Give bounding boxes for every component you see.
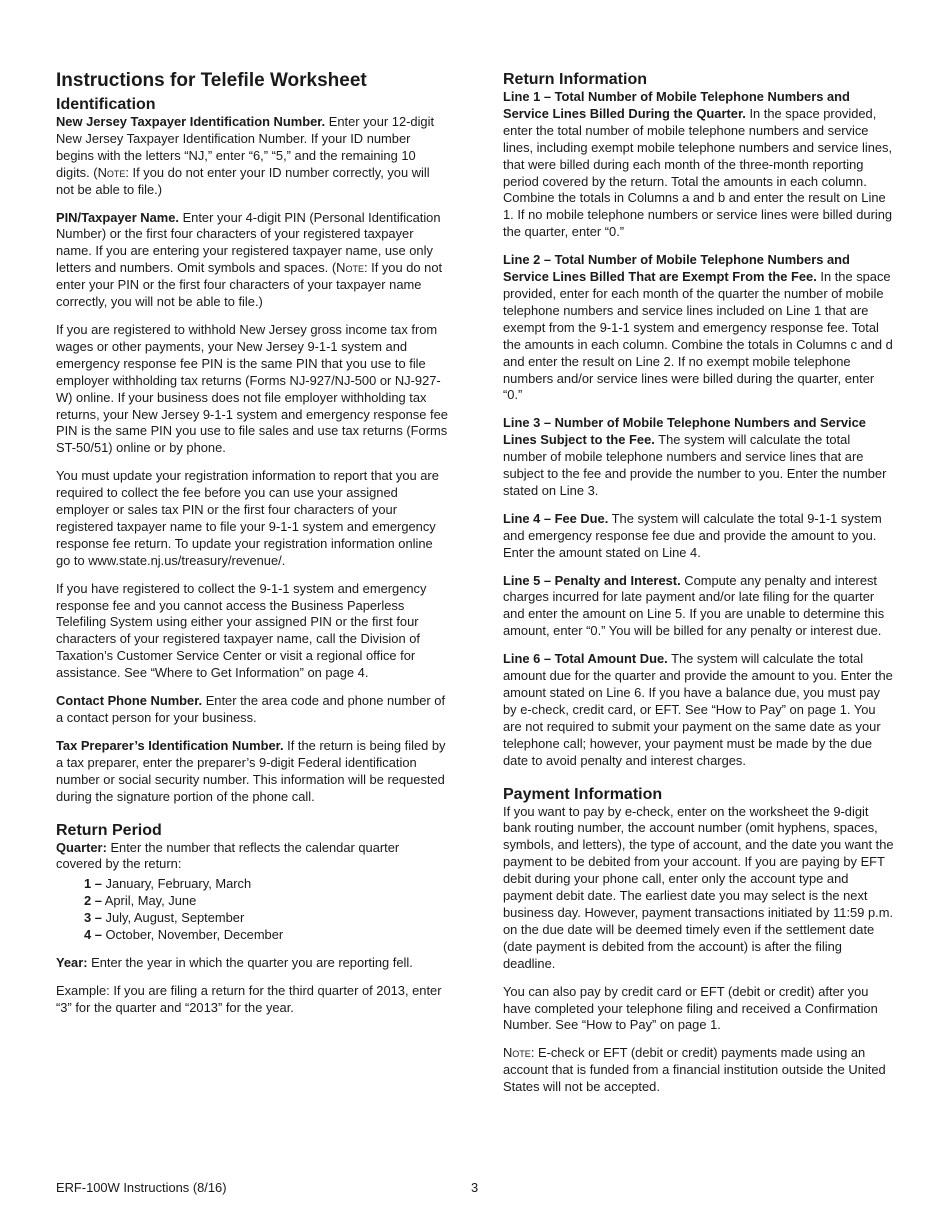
example-paragraph: Example: If you are filing a return for the third quarter of 2013, enter “3” for the quarter and “2013” for the year. (56, 982, 442, 1015)
identification-heading: Identification (56, 96, 156, 113)
year-paragraph: Year: Enter the year in which the quarter you are reporting fell. (56, 954, 413, 970)
line-1-paragraph: Line 1 – Total Number of Mobile Telephone Numbers and Service Lines Billed During the Quarter. In the space provided, enter the total number of mobile telephone numbers and service lines, including exempt mobile telephone numbers and service lines, that were billed during each month of the three-month reporting period covered by the return. Total the amounts in each column. Combine the totals in Columns a and b and enter the result on Line 1. If no mobile telephone numbers or service lines were billed during the quarter, enter “0.” (503, 89, 893, 240)
line-4-paragraph: Line 4 – Fee Due. The system will calculate the total 9-1-1 system and emergency response fee due and provide the amount to you. Enter the amount stated on Line 4. (503, 510, 882, 560)
pin-paragraph: PIN/Taxpayer Name. Enter your 4-digit PIN (Personal Identification Number) or the first four characters of your registered taxpayer name. If you are entering your registered taxpayer name, use only letters and numbers. Omit symbols and spaces. (Note: If you do not enter your PIN or the first four characters of your taxpayer name correctly, you will not be able to file.) (56, 209, 443, 310)
payment-note-paragraph: Note: E-check or EFT (debit or credit) payments made using an account that is funded from a financial institution outside the United States will not be accepted. (503, 1045, 886, 1095)
taxpayer-id-paragraph: New Jersey Taxpayer Identification Number. Enter your 12-digit New Jersey Taxpayer Identification Number. If your ID number begins with the letters “NJ,” enter “6,” “5,” and the remaining 10 digits. (Note: If you do not enter your ID number correctly, you will not be able to file.) (56, 114, 435, 197)
return-period-heading: Return Period (56, 821, 162, 839)
left-column (56, 70, 448, 1017)
line-3-paragraph: Line 3 – Number of Mobile Telephone Numbers and Service Lines Subject to the Fee. The system will calculate the total number of mobile telephone numbers and service lines that are subject to the fee and provide the number to you. Enter the number stated on Line 3. (503, 415, 887, 498)
page-title: Instructions for Telefile Worksheet (56, 70, 367, 91)
payment-credit-card-paragraph: You can also pay by credit card or EFT (debit or credit) after you have completed your telephone filing and received a Confirmation Number. See “How to Pay” on page 1. (503, 983, 878, 1033)
quarter-list (56, 876, 448, 944)
page-number: 3 (471, 1180, 479, 1195)
quarter-item: 2 – April, May, June (84, 893, 197, 909)
tax-preparer-paragraph: Tax Preparer’s Identification Number. If the return is being filed by a tax preparer, enter the preparer’s 9-digit Federal identification number or social security number. This information will be requested during the signature portion of the phone call. (56, 737, 446, 804)
contact-phone-paragraph: Contact Phone Number. Enter the area code and phone number of a contact person for your business. (56, 693, 446, 725)
payment-information-heading: Payment Information (503, 785, 663, 803)
footer-form-id: ERF-100W Instructions (8/16) (56, 1180, 227, 1195)
quarter-item: 1 – January, February, March (84, 876, 252, 892)
quarter-item: 4 – October, November, December (84, 927, 284, 943)
payment-echeck-paragraph: If you want to pay by e-check, enter on the worksheet the 9-digit bank routing number, the account number (omit hyphens, spaces, symbols, and letters), the type of account, and the date you want the payment to be debited from your account. If you are paying by EFT debit during your phone call, enter only the account type and payment debit date. The earliest date you may select is the next business day. However, payment transactions initiated by 11:59 p.m. on the due date will be deemed timely even if the settlement date (date payment is debited from the account) is after the filing deadline. (503, 803, 894, 971)
right-column (503, 70, 895, 1096)
withholding-pin-paragraph: If you are registered to withhold New Jersey gross income tax from wages or other payments, your New Jersey 9-1-1 system and emergency response fee PIN is the same PIN that you use to file employer withholding tax returns (Forms NJ-927/NJ-500 or NJ-927-W) online. If your business does not file employer withholding tax returns, your New Jersey 9-1-1 system and emergency response fee PIN is the same PIN you use to file sales and use tax returns (Forms ST-50/51) online or by phone. (56, 321, 448, 456)
return-information-heading: Return Information (503, 71, 647, 88)
line-2-paragraph: Line 2 – Total Number of Mobile Telephone Numbers and Service Lines Billed That are Exempt From the Fee. In the space provided, enter for each month of the quarter the number of mobile telephone numbers and service lines included on Line 1 that are exempt from the 9-1-1 system and emergency response fee. Total the amounts in each column. Combine the totals in Columns c and d and enter the result on Line 2. If no exempt mobile telephone numbers and/or service lines were billed during the quarter, enter “0.” (503, 252, 893, 403)
line-5-paragraph: Line 5 – Penalty and Interest. Compute any penalty and interest charges incurred for late payment and/or late filing for the quarter and enter the amount on Line 5. If you are unable to determine this amount, enter “0.” You will be billed for any penalty or interest due. (503, 572, 885, 639)
update-registration-paragraph: You must update your registration information to report that you are required to collect the fee before you can use your assigned employer or sales tax PIN or the first four characters of your registered taxpayer name to file your 9-1-1 system and emergency response fee return. To update your registration information online go to www.state.nj.us/treasury/revenue/. (56, 468, 439, 568)
quarter-paragraph: Quarter: Enter the number that reflects the calendar quarter covered by the return: (56, 839, 400, 872)
quarter-item: 3 – July, August, September (84, 910, 245, 926)
line-6-paragraph: Line 6 – Total Amount Due. The system will calculate the total amount due for the quarter and provide the amount to you. Enter the amount stated on Line 6. If you have a balance due, you must pay by e-check, credit card, or EFT. See “How to Pay” on page 1. You are not required to submit your payment on the same date as your telephone call; however, your payment must be made by the due date to avoid penalty and interest charges. (503, 651, 893, 768)
access-assistance-paragraph: If you have registered to collect the 9-1-1 system and emergency response fee and you cannot access the Business Paperless Telefiling System using either your assigned PIN or the first four characters of your registered taxpayer name, call the Division of Taxation’s Customer Service Center or visit a regional office for assistance. See “Where to Get Information” on page 4. (56, 580, 427, 681)
